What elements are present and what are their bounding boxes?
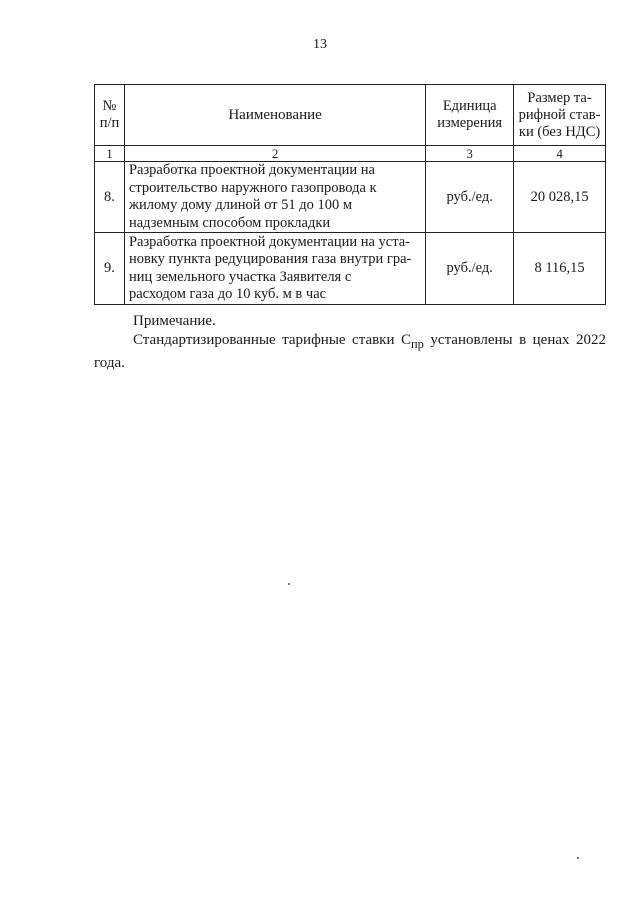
header-rate	[514, 85, 606, 146]
row-name	[124, 162, 425, 233]
header-rate-line: ки (без НДС)	[518, 123, 601, 140]
table-row	[95, 233, 606, 305]
table-row	[95, 162, 606, 233]
header-unit-line: измерения	[437, 115, 503, 131]
page-number: 13	[313, 37, 327, 52]
header-rate-line: Размер та-	[527, 89, 592, 106]
column-number: 1	[95, 146, 125, 162]
column-number: 4	[514, 146, 606, 162]
header-rate-line: рифной став-	[518, 106, 601, 123]
row-name	[124, 233, 425, 305]
note-text-part: установлены в ценах 2022 года.	[94, 332, 606, 371]
tariff-table	[94, 84, 606, 305]
row-rate: 8 116,15	[514, 233, 606, 305]
row-name-line: новку пункта редуцирования газа внутри гра-	[128, 251, 412, 267]
row-number: 8.	[95, 162, 125, 233]
column-number: 3	[426, 146, 514, 162]
table-header-row	[95, 85, 606, 146]
row-name-line: расходом газа до 10 куб. м в час	[128, 286, 327, 302]
note-text-part: Стандартизированные тарифные ставки С	[133, 332, 411, 348]
header-no-line: п/п	[99, 115, 120, 131]
row-name-line: строительство наружного газопровода к	[128, 179, 377, 196]
row-number: 9.	[95, 233, 125, 305]
header-unit	[426, 85, 514, 146]
note-subscript: пр	[410, 337, 424, 351]
column-number-row	[95, 146, 606, 162]
column-number: 2	[124, 146, 425, 162]
row-rate: 20 028,15	[514, 162, 606, 233]
row-unit: руб./ед.	[426, 162, 514, 233]
note-text	[94, 331, 606, 373]
row-name-line: ниц земельного участка Заявителя с	[128, 268, 352, 285]
row-name-line: жилому дому длиной от 51 до 100 м	[128, 197, 353, 213]
header-unit-line: Единица	[442, 98, 497, 114]
row-name-line: Разработка проектной документации на	[128, 162, 375, 178]
scan-speck	[288, 583, 290, 585]
header-no	[95, 85, 125, 146]
header-no-line: №	[102, 98, 117, 114]
row-unit: руб./ед.	[426, 233, 514, 305]
row-name-line: Разработка проектной документации на уста-	[128, 233, 411, 250]
note-title: Примечание.	[133, 313, 216, 329]
row-name-line: надземным способом прокладки	[128, 214, 331, 231]
header-name: Наименование	[124, 85, 425, 146]
scan-speck	[577, 857, 579, 859]
